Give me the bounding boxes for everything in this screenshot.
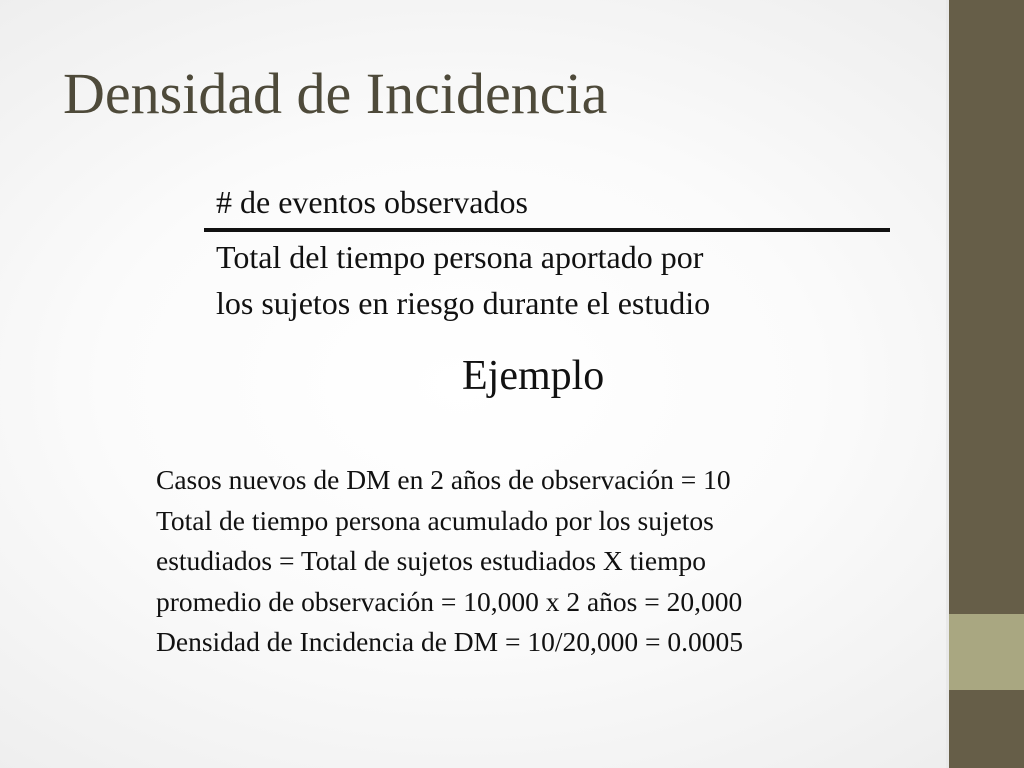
decorative-sidebar-accent [949, 614, 1024, 690]
decorative-sidebar [946, 0, 1024, 768]
example-line: estudiados = Total de sujetos estudiados X tiempo [156, 545, 707, 576]
example-line: promedio de observación = 10,000 x 2 años = 20,000 [156, 585, 743, 617]
example-line: Casos nuevos de DM en 2 años de observación = 10 [156, 464, 731, 495]
formula-denominator-line: Total del tiempo persona aportado por [216, 239, 704, 275]
incidence-density-formula [204, 180, 890, 326]
example-line: Densidad de Incidencia de DM = 10/20,000 = 0.0005 [156, 626, 744, 657]
formula-numerator: # de eventos observados [216, 184, 528, 220]
example-body [156, 460, 743, 663]
slide-title: Densidad de Incidencia [63, 61, 608, 126]
fraction-bar [204, 228, 890, 232]
formula-denominator [216, 234, 890, 326]
example-heading: Ejemplo [462, 353, 605, 399]
formula-denominator-line: los sujetos en riesgo durante el estudio [216, 285, 711, 321]
example-line: Total de tiempo persona acumulado por los sujetos [156, 504, 714, 536]
